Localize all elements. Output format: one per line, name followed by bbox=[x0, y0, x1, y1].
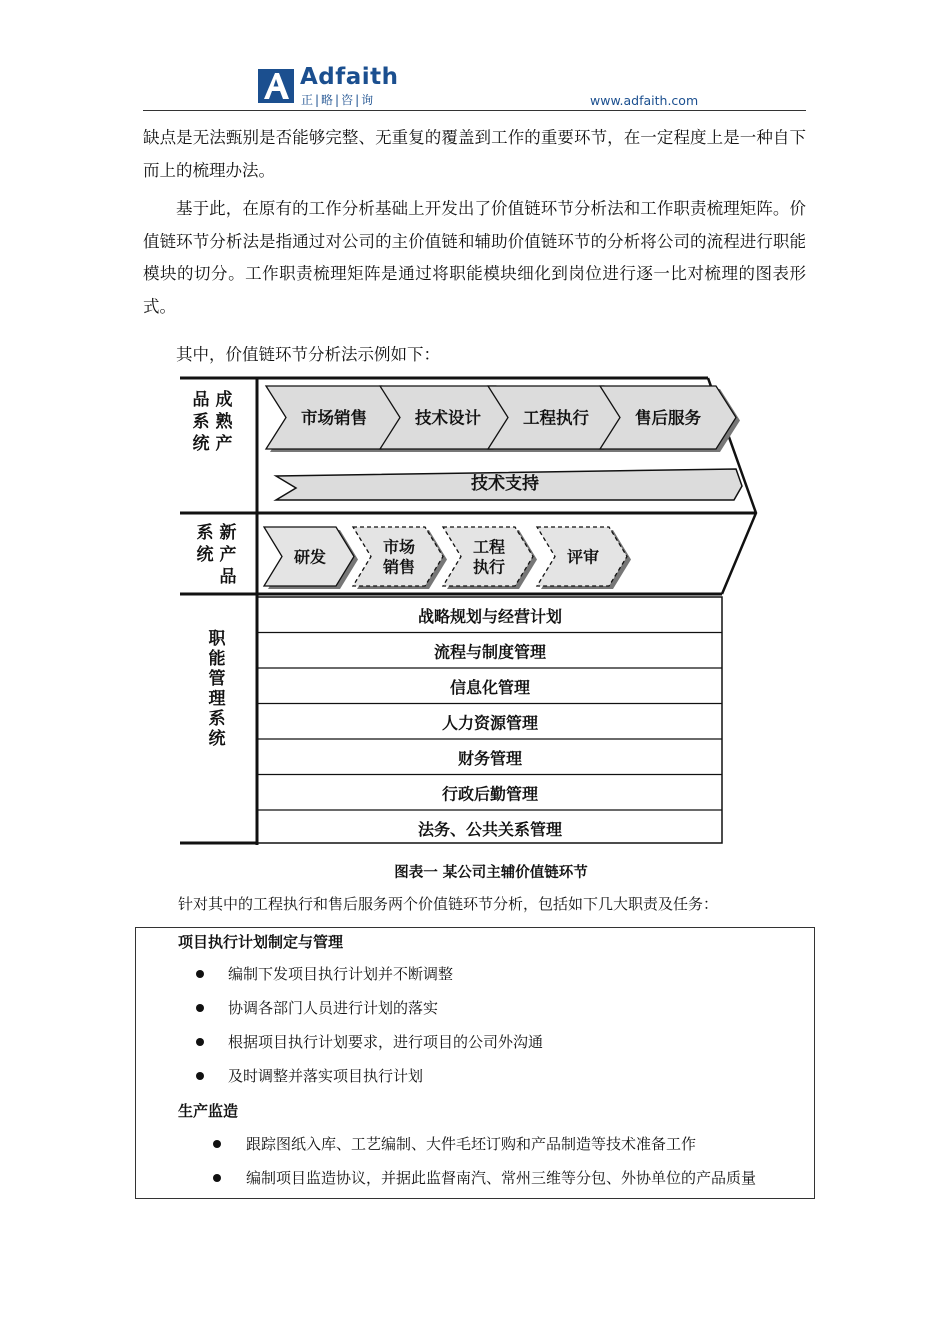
duties-box bbox=[135, 927, 815, 1199]
function-system-label: 职能管理系统 bbox=[208, 629, 226, 749]
new-chain-step bbox=[443, 527, 537, 589]
new-label-left: 系统 bbox=[196, 523, 214, 565]
main-value-chain bbox=[266, 386, 740, 452]
function-row bbox=[257, 739, 722, 768]
logo-wordmark: Adfaith bbox=[300, 64, 399, 90]
new-chain-step bbox=[353, 527, 447, 589]
chain-step-label: 工程执行 bbox=[523, 408, 589, 428]
mature-label-right: 成熟产 bbox=[215, 390, 233, 454]
function-label: 信息化管理 bbox=[449, 677, 531, 697]
function-label: 财务管理 bbox=[457, 748, 523, 768]
function-label: 人力资源管理 bbox=[441, 713, 539, 733]
new-product-chain bbox=[264, 527, 631, 589]
support-label: 技术支持 bbox=[471, 474, 539, 494]
website-link[interactable]: www.adfaith.com bbox=[590, 93, 699, 108]
section-title: 项目执行计划制定与管理 bbox=[178, 933, 344, 951]
chain-step-label: 评审 bbox=[566, 547, 600, 567]
chain-step-label: 售后服务 bbox=[635, 408, 701, 428]
function-row bbox=[257, 633, 722, 662]
paragraph-3: 其中，价值链环节分析法示例如下： bbox=[176, 345, 440, 364]
bullet-icon bbox=[196, 1038, 204, 1046]
bullet-icon bbox=[196, 1004, 204, 1012]
paragraph-1: 缺点是无法甄别是否能够完整、无重复的覆盖到工作的重要环节，在一定程度上是一种自下而上的梳理办法。 bbox=[143, 128, 806, 180]
function-label: 战略规划与经营计划 bbox=[417, 606, 563, 626]
support-arrow bbox=[276, 469, 742, 500]
function-row bbox=[257, 775, 722, 804]
function-label: 行政后勤管理 bbox=[441, 784, 539, 804]
function-row bbox=[418, 607, 562, 626]
list-item: 及时调整并落实项目执行计划 bbox=[228, 1067, 424, 1085]
bullet-icon bbox=[213, 1140, 221, 1148]
function-row bbox=[257, 810, 722, 839]
main-chain-step bbox=[600, 386, 740, 452]
lead-sentence: 针对其中的工程执行和售后服务两个价值链环节分析，包括如下几大职责及任务： bbox=[178, 895, 719, 913]
function-label: 法务、公共关系管理 bbox=[417, 819, 563, 839]
mature-system-label bbox=[193, 389, 234, 454]
mature-label-left: 品系统 bbox=[192, 390, 210, 454]
chain-step-label: 工程执行 bbox=[472, 537, 506, 577]
bullet-icon bbox=[213, 1174, 221, 1182]
section-title: 生产监造 bbox=[178, 1102, 239, 1120]
function-row bbox=[257, 668, 722, 697]
new-chain-step bbox=[537, 527, 631, 589]
function-row bbox=[257, 704, 722, 733]
chain-step-label: 研发 bbox=[293, 547, 327, 567]
list-item: 根据项目执行计划要求，进行项目的公司外沟通 bbox=[228, 1033, 544, 1051]
new-label-right: 新产品 bbox=[219, 523, 237, 587]
list-item: 协调各部门人员进行计划的落实 bbox=[228, 999, 439, 1017]
function-rows bbox=[257, 607, 722, 839]
new-chain-step bbox=[264, 527, 358, 589]
list-item: 编制项目监造协议，并据此监督南汽、常州三维等分包、外协单位的产品质量 bbox=[246, 1169, 757, 1187]
list-item: 编制下发项目执行计划并不断调整 bbox=[228, 965, 454, 983]
figure-caption: 图表一 某公司主辅价值链环节 bbox=[394, 864, 588, 881]
function-label: 流程与制度管理 bbox=[433, 642, 547, 662]
bullet-icon bbox=[196, 1072, 204, 1080]
chevron-shape bbox=[353, 527, 443, 586]
chain-step-label: 市场销售 bbox=[301, 408, 367, 428]
chevron-shape bbox=[443, 527, 533, 586]
chain-step-label: 市场销售 bbox=[382, 537, 416, 577]
bullet-icon bbox=[196, 970, 204, 978]
chain-step-label: 技术设计 bbox=[415, 408, 481, 428]
paragraph-2: 基于此，在原有的工作分析基础上开发出了价值链环节分析法和工作职责梳理矩阵。价值链环节分析法是指通过对公司的主价值链和辅助价值链环节的分析将公司的流程进行职能模块的切分。工作职责梳理矩阵是通过将职能模块细化到岗位进行逐一比对梳理的图表形式。 bbox=[143, 199, 806, 316]
logo-chinese: 正|略|咨|询 bbox=[301, 93, 376, 107]
new-system-label bbox=[197, 522, 237, 587]
list-item: 跟踪图纸入库、工艺编制、大件毛坯订购和产品制造等技术准备工作 bbox=[246, 1135, 697, 1153]
